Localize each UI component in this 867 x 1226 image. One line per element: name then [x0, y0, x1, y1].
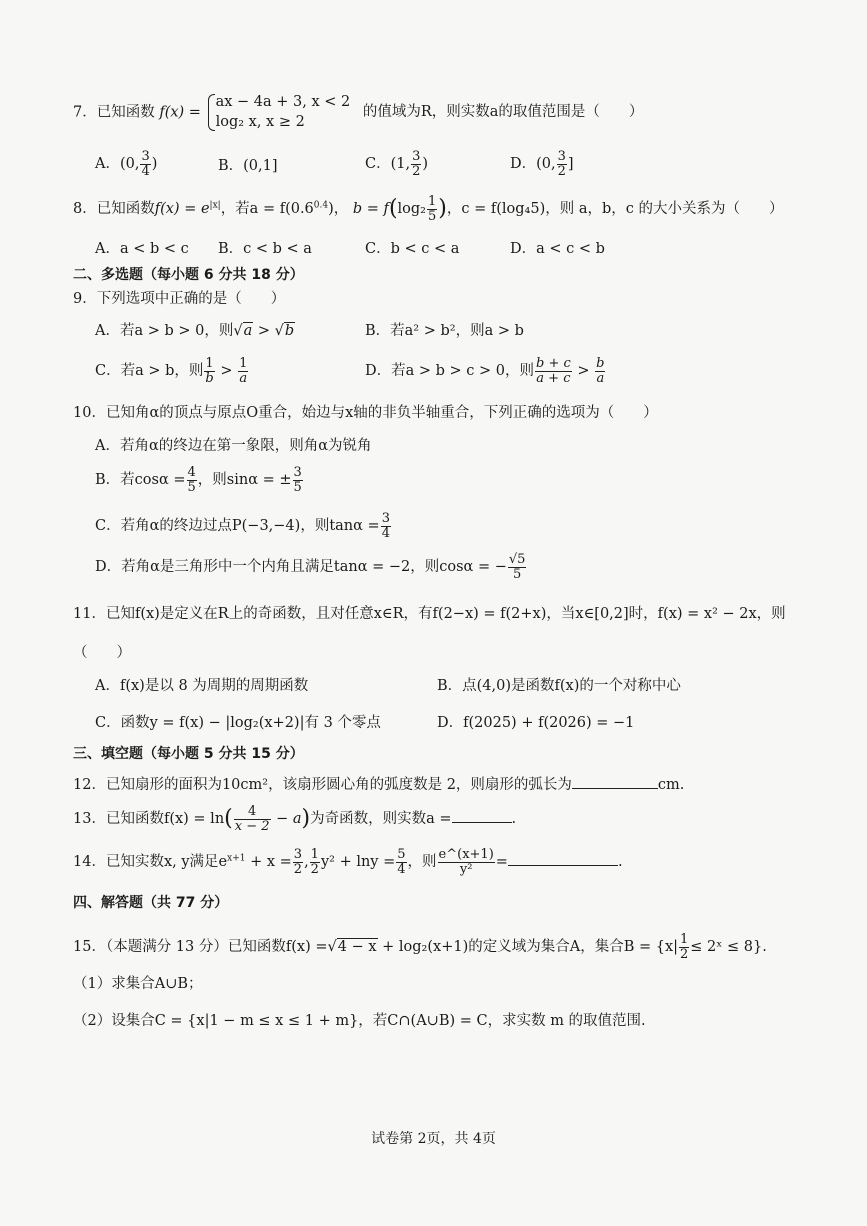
question-11-option-b: B．点(4,0)是函数f(x)的一个对称中心	[437, 678, 681, 694]
question-10-option-b: B．若cosα = $\frac{4}{5}$ ，则sinα = ± $\frac{3}{5}$	[95, 465, 302, 495]
question-9-option-b: B．若a² > b²，则a > b	[365, 323, 524, 339]
question-8-option-a: A．a < b < c	[95, 241, 189, 257]
question-9-option-d: D．若a > b > c > 0，则 $\frac{b + c}{a + c}$ > $\frac{b}{a}$	[365, 356, 605, 386]
question-14: 14．已知实数x, y满足$e^{x+1} + x$ = $\frac{3}{2}$ , $\frac{1}{2}$ y² + lny = $\frac{5}{4}$ ，则 $\frac{e\^{}(x+1)}{\text{y²}}$ = .	[73, 847, 623, 877]
question-10-option-c: C．若角α的终边过点P(−3,−4)，则tanα = $\frac{3}{4}$	[95, 511, 390, 541]
question-7-option-c: C．(1, $\frac{3}{2}$ )	[365, 149, 429, 179]
question-10-stem: 10．已知角α的顶点与原点O重合，始边与x轴的非负半轴重合，下列正确的选项为（ ）	[73, 405, 658, 421]
answer-blank-14[interactable]	[508, 865, 618, 866]
question-9-option-a: A．若a > b > 0，则√a > √b	[95, 323, 295, 339]
question-13: 13．已知函数f(x) = ln( $\frac{4}{x - 2}$ − a)为奇函数，则实数a = .	[73, 804, 517, 834]
question-8-stem: 8．已知函数$f(x) = e^{|x|}$，若$a = f(0.6^{0.4})$， b = f(log₂ $\frac{1}{5}$ )，c = f(log₄5)，则 a，b，c 的大小关系为（ ）	[73, 194, 784, 224]
question-7-stem: 7．已知函数 f(x) = ax − 4a + 3, x < 2 log₂ x, x ≥ 2 的值域为R，则实数a的取值范围是（ ）	[73, 92, 643, 133]
page-footer: 试卷第 2页，共 4页	[371, 1131, 496, 1147]
question-7-option-d: D．(0, $\frac{3}{2}$ ]	[510, 149, 574, 179]
question-15-part-1: （1）求集合A∪B；	[73, 976, 203, 992]
answer-blank-13[interactable]	[452, 822, 512, 823]
section-2-heading: 二、多选题（每小题 6 分共 18 分）	[73, 267, 304, 283]
question-8-option-c: C．b < c < a	[365, 241, 460, 257]
question-9-stem: 9．下列选项中正确的是（ ）	[73, 291, 286, 307]
question-15-part-2: （2）设集合C = {x|1 − m ≤ x ≤ 1 + m}，若C∩(A∪B) = C，求实数 m 的取值范围.	[73, 1013, 646, 1029]
section-4-heading: 四、解答题（共 77 分）	[73, 895, 229, 911]
question-7-option-a: A．(0, $\frac{3}{4}$ )	[95, 149, 158, 179]
question-11-option-c: C．函数y = f(x) − |log₂(x+2)|有 3 个零点	[95, 715, 381, 731]
question-9-option-c: C．若a > b，则 $\frac{1}{b}$ > $\frac{1}{a}$	[95, 356, 248, 386]
question-11-answer-paren: （ ）	[73, 645, 131, 661]
question-10-option-a: A．若角α的终边在第一象限，则角α为锐角	[95, 438, 372, 454]
question-11-option-a: A．f(x)是以 8 为周期的周期函数	[95, 678, 309, 694]
question-10-option-d: D．若角α是三角形中一个内角且满足tanα = −2，则cosα = − $\frac{√5}{5}$	[95, 552, 526, 582]
question-8-option-b: B．c < b < a	[218, 241, 312, 257]
answer-blank-12[interactable]	[572, 788, 658, 789]
question-15-stem: 15．（本题满分 13 分）已知函数f(x) =√4 − x + log₂(x+1)的定义域为集合A，集合B = {x| $\frac{1}{2}$ ≤ 2ˣ ≤ 8}.	[73, 932, 767, 962]
question-11-stem: 11．已知f(x)是定义在R上的奇函数，且对任意x∈R，有f(2−x) = f(2+x)，当x∈[0,2]时，f(x) = x² − 2x，则	[73, 606, 786, 622]
question-12: 12．已知扇形的面积为10cm²，该扇形圆心角的弧度数是 2，则扇形的弧长为 cm.	[73, 777, 685, 793]
piecewise-brace: ax − 4a + 3, x < 2 log₂ x, x ≥ 2	[206, 92, 351, 133]
question-8-option-d: D．a < c < b	[510, 241, 605, 257]
section-3-heading: 三、填空题（每小题 5 分共 15 分）	[73, 746, 304, 762]
question-11-option-d: D．f(2025) + f(2026) = −1	[437, 715, 635, 731]
question-7-option-b: B．(0,1]	[218, 158, 278, 174]
